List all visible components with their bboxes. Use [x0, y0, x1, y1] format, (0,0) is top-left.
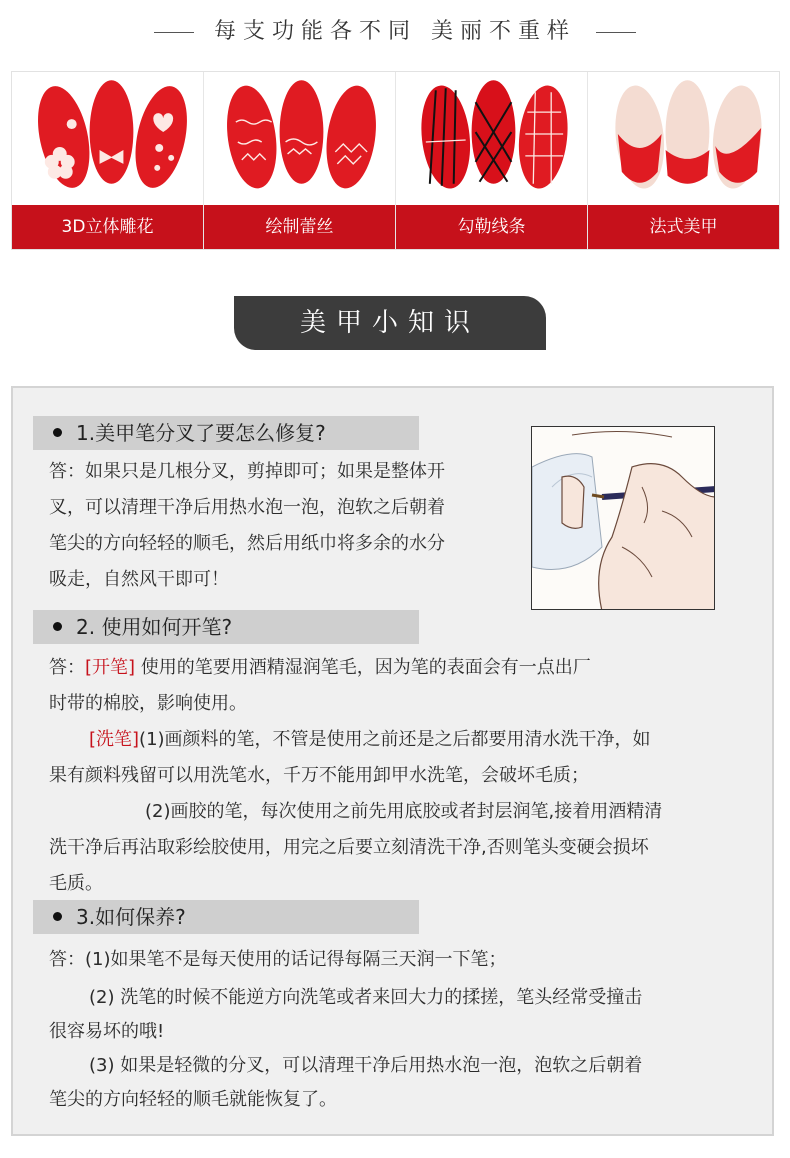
- header-left-rule: [154, 32, 194, 33]
- nail-caption-lines: 勾勒线条: [396, 205, 587, 249]
- question-bar-2: [33, 610, 419, 644]
- answer-prefix: 答：: [49, 657, 85, 678]
- nail-style-french: [588, 72, 779, 249]
- knowledge-panel: [11, 386, 774, 1136]
- question-bar-3: [33, 900, 419, 934]
- answer-1-line-4: 吸走，自然风干即可！: [49, 569, 229, 590]
- answer-2-wash-line-2: 果有颜料残留可以用洗笔水，千万不能用卸甲水洗笔，会破坏毛质；: [49, 765, 589, 786]
- tag-wash-brush: [洗笔]: [89, 729, 140, 750]
- answer-2-open-line-2: 时带的棉胶，影响使用。: [49, 693, 247, 714]
- nail-caption-3d-flower: 3D立体雕花: [12, 205, 203, 249]
- question-bar-1: [33, 416, 419, 450]
- brush-repair-illustration: [531, 426, 715, 610]
- wash-text-1: (1)画颜料的笔，不管是使用之前还是之后都要用清水洗干净，如: [139, 729, 651, 750]
- answer-3-line-3: 很容易坏的哦!: [49, 1021, 165, 1042]
- nail-style-lines: [396, 72, 588, 249]
- nail-3d-flower-image: [12, 72, 203, 206]
- answer-2-open-line-1: [49, 650, 591, 686]
- nail-caption-lace: 绘制蕾丝: [204, 205, 395, 249]
- answer-2-wash-line-5: 毛质。: [49, 873, 103, 894]
- answer-3-line-5: 笔尖的方向轻轻的顺毛就能恢复了。: [49, 1089, 337, 1110]
- bullet-dot: [53, 622, 62, 631]
- answer-2-wash-line-4: 洗干净后再沾取彩绘胶使用，用完之后要立刻清洗干净,否则笔头变硬会损坏: [49, 837, 649, 858]
- nail-style-3d-flower: [12, 72, 204, 249]
- question-3-text: 3.如何保养?: [76, 905, 186, 929]
- page-header: [0, 14, 790, 45]
- knowledge-title: 美甲小知识: [234, 296, 546, 350]
- answer-1-line-1: 答：如果只是几根分叉，剪掉即可；如果是整体开: [49, 461, 445, 482]
- nail-style-strip: [11, 71, 780, 250]
- hand-holding-brush-image: [532, 427, 715, 610]
- open-text-1: 使用的笔要用酒精湿润笔毛，因为笔的表面会有一点出厂: [135, 657, 591, 678]
- answer-2-wash-line-1: [89, 722, 651, 758]
- answer-1-line-2: 叉，可以清理干净后用热水泡一泡，泡软之后朝着: [49, 497, 445, 518]
- nail-lace-image: [204, 72, 395, 206]
- bullet-dot: [53, 428, 62, 437]
- question-2-text: 2. 使用如何开笔?: [76, 615, 233, 639]
- header-right-rule: [596, 32, 636, 33]
- question-1-text: 1.美甲笔分叉了要怎么修复?: [76, 421, 326, 445]
- answer-3-line-1: 答：(1)如果笔不是每天使用的话记得每隔三天润一下笔；: [49, 949, 507, 970]
- nail-french-image: [588, 72, 779, 206]
- answer-3-line-2: (2) 洗笔的时候不能逆方向洗笔或者来回大力的揉搓，笔头经常受撞击: [89, 987, 643, 1008]
- nail-lines-image: [396, 72, 587, 206]
- tag-open-brush: [开笔]: [85, 657, 136, 678]
- bullet-dot: [53, 912, 62, 921]
- nail-style-lace: [204, 72, 396, 249]
- answer-3-line-4: (3) 如果是轻微的分叉，可以清理干净后用热水泡一泡，泡软之后朝着: [89, 1055, 643, 1076]
- nail-caption-french: 法式美甲: [588, 205, 779, 249]
- answer-2-wash-line-3: (2)画胶的笔，每次使用之前先用底胶或者封层润笔,接着用酒精清: [145, 801, 663, 822]
- answer-1-line-3: 笔尖的方向轻轻的顺毛，然后用纸巾将多余的水分: [49, 533, 445, 554]
- header-title: 每支功能各不同 美丽不重样: [214, 19, 576, 44]
